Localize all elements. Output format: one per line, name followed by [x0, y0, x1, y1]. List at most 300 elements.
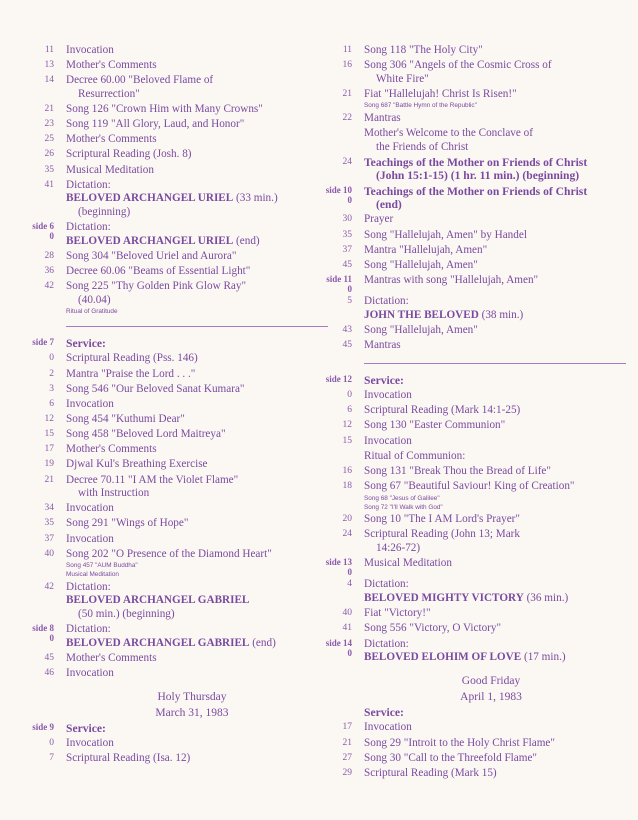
item-title: Dictation: [66, 580, 111, 593]
item-text [364, 213, 618, 227]
time-minute: 0 [347, 194, 352, 205]
program-item [20, 548, 318, 580]
item-text [66, 502, 318, 516]
program-item [20, 221, 318, 248]
item-title: Scriptural Reading (Josh. 8) [66, 148, 192, 161]
item-title: Song 126 "Crown Him with Many Crowns" [66, 103, 263, 116]
item-text [66, 413, 318, 427]
item-text [66, 148, 318, 162]
side-label: side 13 [325, 556, 352, 567]
program-item [20, 458, 318, 472]
item-title: Teachings of the Mother on Friends of Christ [364, 184, 588, 198]
time-minute: 0 [347, 647, 352, 658]
timestamp: 3 [49, 383, 54, 394]
timestamp: 15 [44, 429, 54, 440]
item-text [364, 465, 618, 479]
program-item [318, 557, 618, 577]
spacer [20, 682, 318, 690]
program-item [318, 213, 618, 227]
item-text [364, 44, 618, 58]
timestamp: 45 [44, 652, 54, 663]
timestamp: 37 [342, 244, 352, 255]
item-title: Song 118 "The Holy City" [364, 44, 483, 56]
item-text [66, 133, 318, 147]
item-title: Service: [66, 722, 106, 736]
program-item [20, 623, 318, 650]
speaker-name: BELOVED ELOHIM OF LOVE [364, 651, 522, 664]
item-text [66, 179, 318, 220]
program-item [318, 706, 618, 720]
dictation-speaker [364, 651, 618, 665]
item-title: Song 546 "Our Beloved Sanat Kumara" [66, 382, 245, 395]
item-text [66, 352, 318, 366]
program-item [20, 517, 318, 531]
timestamp: 6 [49, 398, 54, 409]
program-item [318, 295, 618, 322]
item-title: Song 556 "Victory, O Victory" [364, 622, 502, 635]
continuation: (50 min.) (beginning) [78, 608, 175, 620]
item-text [364, 59, 618, 86]
item-title: Song 29 "Introit to the Holy Christ Flame" [364, 736, 555, 749]
timestamp: 16 [342, 60, 352, 71]
item-text [66, 533, 318, 547]
item-title: Song 225 "Thy Golden Pink Glow Ray" [66, 280, 247, 293]
timestamp: 42 [44, 581, 54, 592]
item-title: Invocation [364, 389, 412, 402]
item-title: Invocation [66, 667, 114, 680]
duration: (33 min.) [236, 192, 278, 205]
program-item [20, 148, 318, 162]
item-title: Scriptural Reading (Mark 15) [364, 766, 497, 779]
program-item [318, 112, 618, 126]
item-text [364, 259, 618, 273]
program-item [318, 513, 618, 527]
side-label: side 12 [325, 373, 352, 384]
program-item [20, 164, 318, 178]
program-item [318, 274, 618, 294]
item-text [364, 480, 618, 512]
timestamp: 21 [342, 88, 352, 99]
dictation-speaker [66, 637, 318, 651]
item-text [66, 368, 318, 382]
program-item [20, 752, 318, 766]
item-text [66, 428, 318, 442]
item-text [66, 265, 318, 279]
timestamp: 42 [44, 281, 54, 292]
timestamp: 11 [342, 45, 352, 55]
program-item [318, 229, 618, 243]
item-text [364, 607, 618, 621]
speaker-name: BELOVED ARCHANGEL GABRIEL [66, 594, 250, 607]
timestamp: 24 [342, 529, 352, 540]
item-text [364, 185, 618, 212]
item-text [66, 383, 318, 397]
timestamp: 18 [342, 480, 352, 491]
item-title: Ritual of Communion: [364, 449, 466, 462]
item-text [364, 419, 618, 433]
timestamp: 46 [44, 668, 54, 679]
sub-note: Musical Meditation [66, 571, 119, 579]
item-text [364, 721, 618, 735]
program-item [20, 280, 318, 316]
continuation: Resurrection" [78, 87, 140, 100]
timestamp: 34 [44, 503, 54, 514]
right-column [318, 44, 618, 782]
timestamp: 2 [49, 368, 54, 379]
sub-note: Ritual of Gratitude [66, 308, 118, 316]
program-item [20, 502, 318, 516]
item-text [364, 622, 618, 636]
program-item [20, 133, 318, 147]
program-item [20, 368, 318, 382]
item-title: Song 10 "The I AM Lord's Prayer" [364, 513, 520, 526]
item-title: Invocation [66, 397, 114, 410]
item-title: Mother's Comments [66, 443, 157, 456]
timestamp: 5 [347, 296, 352, 307]
timestamp: 7 [49, 753, 54, 764]
sub-note: Song 457 "AUM Buddha" [66, 562, 138, 570]
program-item [318, 59, 618, 86]
program-item [318, 721, 618, 735]
item-title: Song 454 "Kuthumi Dear" [66, 412, 185, 425]
timestamp: 12 [44, 413, 54, 424]
timestamp: 14 [44, 75, 54, 86]
time-minute: 0 [49, 633, 54, 644]
item-text [364, 557, 618, 571]
timestamp: 22 [342, 113, 352, 124]
item-text [364, 737, 618, 751]
program-item [318, 450, 618, 464]
timestamp [318, 557, 364, 577]
item-text [364, 389, 618, 403]
program-item [20, 443, 318, 457]
timestamp [20, 623, 66, 643]
timestamp [20, 221, 66, 241]
program-item [20, 59, 318, 73]
duration: (38 min.) [481, 309, 524, 322]
item-text [66, 74, 318, 101]
item-title: Invocation [66, 532, 114, 545]
timestamp: 21 [44, 104, 54, 115]
timestamp: 35 [44, 518, 54, 529]
program-item [318, 127, 618, 154]
continuation: (John 15:1-15) (1 hr. 11 min.) (beginning) [376, 169, 580, 183]
item-title: Song 119 "All Glory, Laud, and Honor" [66, 118, 245, 131]
item-text [364, 767, 618, 781]
program-item [318, 578, 618, 605]
sub-note: Song 687 "Battle Hymn of the Republic" [364, 102, 477, 110]
item-text [364, 339, 618, 353]
item-title: Song 130 "Easter Communion" [364, 419, 506, 432]
item-text [66, 250, 318, 264]
item-text [364, 435, 618, 449]
program-item [20, 118, 318, 132]
item-title: Invocation [66, 44, 114, 56]
timestamp: 35 [44, 164, 54, 175]
continuation: (40.04) [78, 293, 111, 306]
item-text [66, 548, 318, 580]
item-text [364, 404, 618, 418]
duration: (end) [236, 234, 260, 247]
timestamp: 11 [44, 45, 54, 55]
timestamp [318, 638, 364, 658]
dictation-speaker [66, 192, 318, 206]
item-title: Song "Hallelujah, Amen" [364, 324, 478, 337]
timestamp: 17 [44, 444, 54, 455]
program-item [20, 337, 318, 351]
program-item [318, 88, 618, 111]
timestamp: 6 [347, 405, 352, 416]
timestamp: 35 [342, 229, 352, 240]
timestamp [318, 374, 364, 384]
program-item [318, 465, 618, 479]
item-title: Dictation: [364, 578, 409, 591]
item-text [66, 737, 318, 751]
item-text [364, 229, 618, 243]
program-item [318, 480, 618, 512]
item-title: Song "Hallelujah, Amen" [364, 258, 478, 271]
program-item [318, 259, 618, 273]
item-title: Fiat "Hallelujah! Christ Is Risen!" [364, 87, 517, 100]
program-item [318, 156, 618, 183]
dictation-speaker [66, 235, 318, 249]
item-text [364, 295, 618, 322]
item-title: Scriptural Reading (Pss. 146) [66, 352, 198, 365]
item-text [364, 706, 618, 720]
side-label: side 7 [32, 337, 54, 348]
item-title: Song 30 "Call to the Threefold Flame" [364, 751, 537, 764]
item-text [66, 623, 318, 650]
timestamp: 36 [44, 265, 54, 276]
item-title: Invocation [66, 737, 114, 750]
program-item [318, 607, 618, 621]
item-text [364, 112, 618, 126]
item-text [66, 103, 318, 117]
item-title: Song 67 "Beautiful Saviour! King of Creation" [364, 479, 575, 492]
item-title: Mother's Comments [66, 133, 157, 146]
item-text [66, 458, 318, 472]
item-text [364, 528, 618, 555]
item-text [66, 59, 318, 73]
program-item [20, 103, 318, 117]
program-item [20, 581, 318, 622]
timestamp: 24 [342, 156, 352, 167]
program-item [318, 638, 618, 665]
program-item [20, 428, 318, 442]
timestamp: 28 [44, 250, 54, 261]
item-title: Invocation [66, 502, 114, 515]
side-label: side 9 [32, 722, 54, 733]
section-divider [364, 363, 626, 364]
item-title: Dictation: [364, 637, 409, 650]
timestamp: 4 [347, 579, 352, 590]
program-item [318, 389, 618, 403]
timestamp: 13 [44, 60, 54, 71]
item-title: Mantra "Hallelujah, Amen" [364, 243, 488, 256]
timestamp: 40 [44, 548, 54, 559]
item-title: Song 291 "Wings of Hope" [66, 517, 189, 530]
item-text [364, 88, 618, 111]
timestamp: 43 [342, 325, 352, 336]
item-title: Decree 70.11 "I AM the Violet Flame" [66, 473, 239, 486]
timestamp: 41 [342, 623, 352, 634]
side-label: side 6 [32, 221, 54, 232]
duration: (17 min.) [523, 651, 566, 664]
item-text [66, 652, 318, 666]
item-text [66, 398, 318, 412]
timestamp: 26 [44, 149, 54, 160]
timestamp: 23 [44, 119, 54, 130]
timestamp: 30 [342, 214, 352, 225]
timestamp: 17 [342, 722, 352, 733]
item-title: Song "Hallelujah, Amen" by Handel [364, 228, 527, 241]
item-title: Dictation: [66, 178, 111, 191]
continuation: White Fire" [376, 72, 429, 85]
timestamp: 45 [342, 259, 352, 270]
program-item [318, 419, 618, 433]
program-item [20, 667, 318, 681]
item-title: Service: [364, 706, 404, 720]
side-label: side 8 [32, 623, 54, 634]
side-label: side 14 [325, 637, 352, 648]
program-item [20, 722, 318, 736]
duration: (36 min.) [526, 592, 569, 605]
item-title: Decree 60.06 "Beams of Essential Light" [66, 264, 251, 277]
program-item [318, 435, 618, 449]
program-item [318, 752, 618, 766]
item-title: Teachings of the Mother on Friends of Christ [364, 155, 588, 169]
timestamp: 27 [342, 752, 352, 763]
duration: (end) [252, 636, 276, 649]
item-title: Song 131 "Break Thou the Bread of Life" [364, 464, 551, 477]
timestamp: 40 [342, 608, 352, 619]
item-title: Song 202 "O Presence of the Diamond Heart" [66, 547, 272, 560]
spacer [318, 666, 618, 674]
item-title: Dictation: [364, 295, 409, 308]
item-text [66, 474, 318, 501]
item-title: Song 304 "Beloved Uriel and Aurora" [66, 249, 237, 262]
timestamp: 0 [49, 738, 54, 749]
item-text [364, 324, 618, 338]
sub-note: Song 68 "Jesus of Galilee" [364, 494, 440, 502]
day-heading: Holy Thursday [157, 691, 227, 704]
program-item [20, 398, 318, 412]
time-minute: 0 [347, 566, 352, 577]
program-item [318, 44, 618, 58]
item-text [66, 44, 318, 58]
timestamp [20, 722, 66, 732]
program-item [318, 404, 618, 418]
program-item [318, 528, 618, 555]
timestamp: 0 [49, 353, 54, 364]
program-item [20, 352, 318, 366]
item-title: Djwal Kul's Breathing Exercise [66, 458, 208, 471]
continuation: (end) [376, 198, 402, 212]
timestamp: 45 [342, 340, 352, 351]
day-heading: April 1, 1983 [460, 691, 522, 704]
program-item [318, 244, 618, 258]
item-text [66, 443, 318, 457]
continuation: (beginning) [78, 205, 131, 218]
program-item [318, 339, 618, 353]
item-text [66, 164, 318, 178]
item-title: Service: [364, 373, 404, 387]
timestamp: 41 [44, 179, 54, 190]
item-title: Mantras [364, 112, 401, 125]
speaker-name: BELOVED MIGHTY VICTORY [364, 592, 524, 605]
item-title: Invocation [364, 721, 412, 734]
item-text [66, 280, 318, 316]
item-title: Service: [66, 337, 106, 351]
item-text [364, 513, 618, 527]
item-text [364, 374, 618, 388]
item-text [364, 638, 618, 665]
item-title: Prayer [364, 213, 394, 226]
item-text [66, 517, 318, 531]
speaker-name: BELOVED ARCHANGEL GABRIEL [66, 636, 250, 649]
item-title: Mother's Welcome to the Conclave of [364, 127, 533, 140]
timestamp: 12 [342, 420, 352, 431]
timestamp: 29 [342, 767, 352, 778]
side-label: side 10 [325, 184, 352, 195]
timestamp: 0 [347, 390, 352, 401]
item-text [66, 118, 318, 132]
item-text [66, 581, 318, 622]
item-text [364, 578, 618, 605]
timestamp [318, 185, 364, 205]
item-title: Invocation [364, 434, 412, 447]
program-item [20, 74, 318, 101]
dictation-speaker [66, 594, 318, 608]
item-title: Decree 60.00 "Beloved Flame of [66, 74, 214, 87]
item-text [66, 337, 318, 351]
item-text [364, 752, 618, 766]
program-item [318, 737, 618, 751]
item-text [364, 244, 618, 258]
item-text [66, 722, 318, 736]
program-item [20, 44, 318, 58]
speaker-name: BELOVED ARCHANGEL URIEL [66, 234, 234, 247]
program-item [20, 179, 318, 220]
program-item [318, 622, 618, 636]
program-item [20, 474, 318, 501]
speaker-name: BELOVED ARCHANGEL URIEL [66, 192, 234, 205]
program-item [20, 413, 318, 427]
program-item [20, 250, 318, 264]
item-title: Musical Meditation [364, 556, 452, 569]
program-item [318, 374, 618, 388]
program-item [318, 324, 618, 338]
item-text [66, 221, 318, 248]
item-title: Mother's Comments [66, 651, 157, 664]
item-title: Scriptural Reading (John 13; Mark [364, 528, 520, 541]
timestamp [20, 337, 66, 347]
item-text [364, 450, 618, 464]
program-item [20, 652, 318, 666]
program-item [20, 383, 318, 397]
program-item [318, 185, 618, 212]
dictation-speaker [364, 592, 618, 606]
time-minute: 0 [49, 231, 54, 242]
timestamp: 16 [342, 465, 352, 476]
item-title: Mantras [364, 339, 401, 352]
time-minute: 0 [347, 283, 352, 294]
item-text [364, 156, 618, 183]
left-column [20, 44, 318, 768]
timestamp: 21 [44, 474, 54, 485]
item-title: Mantra "Praise the Lord . . ." [66, 367, 196, 380]
sub-note: Song 72 "I'll Walk with God" [364, 503, 443, 511]
